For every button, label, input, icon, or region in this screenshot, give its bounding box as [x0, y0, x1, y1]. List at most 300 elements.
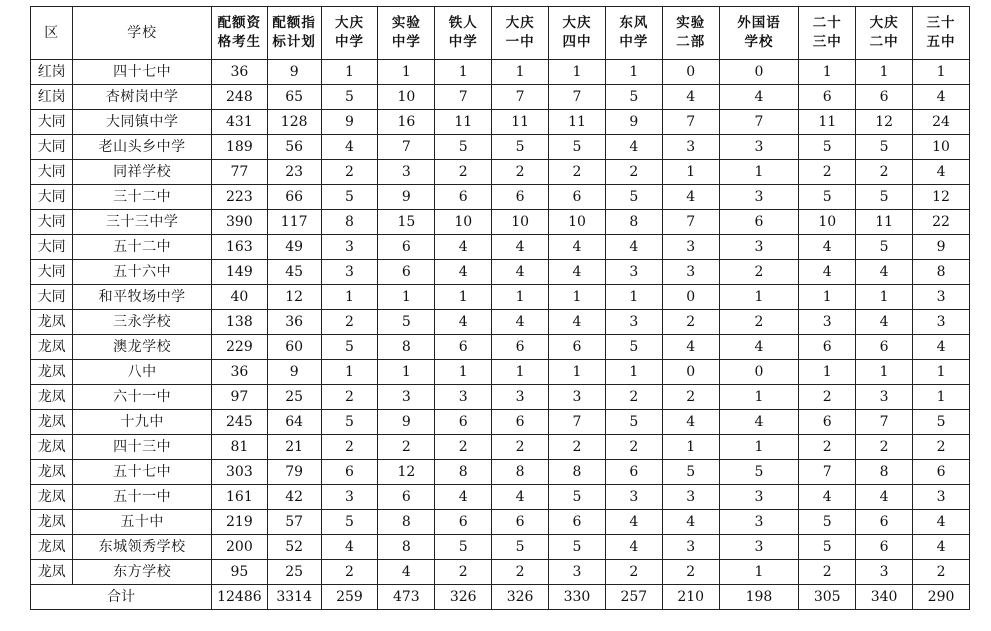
cell-district: 龙凤 — [31, 410, 73, 435]
cell-qualified: 229 — [211, 335, 267, 360]
cell-dq2: 4 — [856, 260, 913, 285]
cell-plan: 64 — [267, 410, 321, 435]
column-header-qualified — [211, 7, 267, 60]
column-header-line: 中学 — [619, 34, 649, 50]
column-header-dq1 — [492, 7, 549, 60]
column-header-line: 区 — [44, 24, 60, 41]
cell-dq: 1 — [321, 285, 378, 310]
cell-wgy: 3 — [719, 485, 799, 510]
cell-df: 1 — [605, 60, 662, 85]
cell-dq2: 6 — [856, 535, 913, 560]
quota-allocation-table — [30, 6, 970, 610]
cell-dq4: 8 — [549, 460, 606, 485]
cell-sy: 8 — [378, 510, 435, 535]
cell-s35: 22 — [913, 210, 970, 235]
table-row — [31, 85, 970, 110]
cell-sy: 16 — [378, 110, 435, 135]
total-sy: 473 — [378, 585, 435, 610]
cell-dq2: 7 — [856, 410, 913, 435]
cell-school: 老山头乡中学 — [73, 135, 212, 160]
cell-wgy: 3 — [719, 185, 799, 210]
cell-school: 八中 — [73, 360, 212, 385]
cell-dq2: 5 — [856, 185, 913, 210]
cell-df: 2 — [605, 160, 662, 185]
column-header-dq — [321, 7, 378, 60]
cell-tr: 6 — [435, 410, 492, 435]
cell-s35: 4 — [913, 535, 970, 560]
cell-district: 龙凤 — [31, 335, 73, 360]
table-row — [31, 135, 970, 160]
total-plan: 3314 — [267, 585, 321, 610]
cell-dq2: 1 — [856, 60, 913, 85]
table-row — [31, 235, 970, 260]
cell-qualified: 40 — [211, 285, 267, 310]
cell-qualified: 219 — [211, 510, 267, 535]
cell-dq2: 2 — [856, 435, 913, 460]
table-row — [31, 360, 970, 385]
cell-dq2: 8 — [856, 460, 913, 485]
cell-qualified: 161 — [211, 485, 267, 510]
cell-district: 龙凤 — [31, 485, 73, 510]
table-row — [31, 110, 970, 135]
cell-dq: 3 — [321, 260, 378, 285]
cell-dq4: 11 — [549, 110, 606, 135]
cell-dq2: 11 — [856, 210, 913, 235]
cell-sy2: 7 — [662, 110, 719, 135]
cell-district: 大同 — [31, 160, 73, 185]
cell-wgy: 1 — [719, 385, 799, 410]
total-wgy: 198 — [719, 585, 799, 610]
cell-plan: 49 — [267, 235, 321, 260]
cell-dq4: 4 — [549, 260, 606, 285]
total-row — [31, 585, 970, 610]
cell-dq4: 6 — [549, 510, 606, 535]
cell-tr: 1 — [435, 285, 492, 310]
column-header-line: 三中 — [812, 34, 842, 50]
cell-dq4: 1 — [549, 60, 606, 85]
table-row — [31, 160, 970, 185]
cell-school: 五十中 — [73, 510, 212, 535]
cell-qualified: 95 — [211, 560, 267, 585]
cell-district: 大同 — [31, 135, 73, 160]
table-row — [31, 460, 970, 485]
cell-dq: 2 — [321, 560, 378, 585]
cell-sy2: 7 — [662, 210, 719, 235]
column-header-line: 中学 — [391, 34, 421, 50]
cell-dq1: 5 — [492, 135, 549, 160]
cell-district: 龙凤 — [31, 360, 73, 385]
cell-wgy: 5 — [719, 460, 799, 485]
column-header-line: 配额指 — [272, 15, 316, 31]
cell-dq: 2 — [321, 310, 378, 335]
cell-wgy: 4 — [719, 85, 799, 110]
cell-school: 东方学校 — [73, 560, 212, 585]
cell-e23: 10 — [799, 210, 856, 235]
cell-dq4: 5 — [549, 135, 606, 160]
cell-dq1: 2 — [492, 435, 549, 460]
cell-e23: 3 — [799, 310, 856, 335]
cell-dq2: 6 — [856, 335, 913, 360]
cell-dq: 4 — [321, 135, 378, 160]
cell-qualified: 223 — [211, 185, 267, 210]
cell-dq: 1 — [321, 60, 378, 85]
cell-tr: 6 — [435, 335, 492, 360]
cell-wgy: 2 — [719, 310, 799, 335]
cell-district: 大同 — [31, 285, 73, 310]
column-header-sy — [378, 7, 435, 60]
cell-district: 龙凤 — [31, 385, 73, 410]
cell-sy2: 4 — [662, 510, 719, 535]
cell-e23: 4 — [799, 485, 856, 510]
cell-df: 4 — [605, 510, 662, 535]
cell-sy: 8 — [378, 535, 435, 560]
cell-sy2: 0 — [662, 285, 719, 310]
cell-wgy: 0 — [719, 60, 799, 85]
cell-school: 杏树岗中学 — [73, 85, 212, 110]
cell-e23: 5 — [799, 510, 856, 535]
cell-dq1: 7 — [492, 85, 549, 110]
cell-sy2: 2 — [662, 385, 719, 410]
cell-sy: 1 — [378, 60, 435, 85]
cell-dq2: 1 — [856, 285, 913, 310]
cell-s35: 1 — [913, 360, 970, 385]
cell-dq2: 2 — [856, 160, 913, 185]
cell-dq4: 3 — [549, 560, 606, 585]
column-header-line: 大庆 — [562, 15, 592, 31]
cell-df: 4 — [605, 235, 662, 260]
cell-e23: 1 — [799, 360, 856, 385]
cell-plan: 9 — [267, 360, 321, 385]
cell-df: 3 — [605, 260, 662, 285]
table-header — [31, 7, 970, 60]
column-header-dq2 — [856, 7, 913, 60]
table-body — [31, 60, 970, 610]
cell-dq1: 10 — [492, 210, 549, 235]
cell-e23: 6 — [799, 335, 856, 360]
cell-school: 十九中 — [73, 410, 212, 435]
table-row — [31, 510, 970, 535]
cell-district: 龙凤 — [31, 310, 73, 335]
cell-s35: 24 — [913, 110, 970, 135]
cell-plan: 66 — [267, 185, 321, 210]
cell-district: 大同 — [31, 260, 73, 285]
total-dq1: 326 — [492, 585, 549, 610]
cell-dq1: 6 — [492, 510, 549, 535]
cell-wgy: 1 — [719, 160, 799, 185]
cell-tr: 3 — [435, 385, 492, 410]
cell-plan: 56 — [267, 135, 321, 160]
column-header-line: 标计划 — [272, 34, 316, 50]
cell-dq: 5 — [321, 185, 378, 210]
column-header-line: 二中 — [869, 34, 899, 50]
cell-df: 3 — [605, 310, 662, 335]
cell-dq2: 4 — [856, 485, 913, 510]
cell-df: 4 — [605, 535, 662, 560]
cell-df: 3 — [605, 485, 662, 510]
cell-school: 四十三中 — [73, 435, 212, 460]
cell-s35: 2 — [913, 560, 970, 585]
total-sy2: 210 — [662, 585, 719, 610]
cell-district: 大同 — [31, 235, 73, 260]
cell-plan: 79 — [267, 460, 321, 485]
cell-dq4: 5 — [549, 485, 606, 510]
cell-dq4: 2 — [549, 435, 606, 460]
cell-sy: 5 — [378, 310, 435, 335]
table-row — [31, 310, 970, 335]
column-header-tr — [435, 7, 492, 60]
cell-s35: 1 — [913, 60, 970, 85]
cell-dq1: 4 — [492, 235, 549, 260]
cell-wgy: 4 — [719, 410, 799, 435]
table-row — [31, 60, 970, 85]
column-header-line: 五中 — [926, 34, 956, 50]
cell-dq4: 3 — [549, 385, 606, 410]
cell-dq: 2 — [321, 385, 378, 410]
cell-dq2: 3 — [856, 560, 913, 585]
cell-sy: 2 — [378, 435, 435, 460]
cell-dq: 3 — [321, 235, 378, 260]
cell-plan: 65 — [267, 85, 321, 110]
cell-wgy: 1 — [719, 435, 799, 460]
cell-sy2: 0 — [662, 60, 719, 85]
cell-s35: 6 — [913, 460, 970, 485]
cell-tr: 5 — [435, 535, 492, 560]
cell-dq4: 7 — [549, 410, 606, 435]
column-header-line: 实验 — [391, 15, 421, 31]
cell-school: 大同镇中学 — [73, 110, 212, 135]
cell-qualified: 81 — [211, 435, 267, 460]
table-row — [31, 435, 970, 460]
cell-sy: 10 — [378, 85, 435, 110]
cell-qualified: 303 — [211, 460, 267, 485]
cell-wgy: 3 — [719, 135, 799, 160]
table-row — [31, 260, 970, 285]
cell-dq4: 4 — [549, 310, 606, 335]
column-header-line: 配额资 — [217, 15, 262, 31]
cell-district: 龙凤 — [31, 560, 73, 585]
cell-sy: 8 — [378, 335, 435, 360]
cell-df: 1 — [605, 285, 662, 310]
column-header-line: 实验 — [676, 15, 706, 31]
cell-district: 红岗 — [31, 60, 73, 85]
cell-e23: 2 — [799, 160, 856, 185]
total-qualified: 12486 — [211, 585, 267, 610]
cell-dq: 5 — [321, 85, 378, 110]
cell-dq1: 4 — [492, 485, 549, 510]
cell-df: 5 — [605, 85, 662, 110]
cell-tr: 4 — [435, 260, 492, 285]
column-header-line: 外国语 — [737, 15, 781, 31]
column-header-line: 二十 — [812, 15, 842, 31]
cell-tr: 2 — [435, 435, 492, 460]
cell-district: 大同 — [31, 210, 73, 235]
cell-dq4: 4 — [549, 235, 606, 260]
cell-dq4: 7 — [549, 85, 606, 110]
cell-sy2: 0 — [662, 360, 719, 385]
cell-dq1: 8 — [492, 460, 549, 485]
cell-wgy: 2 — [719, 260, 799, 285]
cell-s35: 4 — [913, 510, 970, 535]
cell-plan: 21 — [267, 435, 321, 460]
cell-wgy: 0 — [719, 360, 799, 385]
cell-plan: 9 — [267, 60, 321, 85]
cell-df: 5 — [605, 335, 662, 360]
cell-dq2: 5 — [856, 235, 913, 260]
cell-tr: 11 — [435, 110, 492, 135]
cell-e23: 4 — [799, 260, 856, 285]
cell-district: 龙凤 — [31, 435, 73, 460]
cell-dq: 2 — [321, 160, 378, 185]
cell-qualified: 245 — [211, 410, 267, 435]
cell-sy: 12 — [378, 460, 435, 485]
cell-dq2: 12 — [856, 110, 913, 135]
cell-school: 五十七中 — [73, 460, 212, 485]
cell-dq: 5 — [321, 410, 378, 435]
cell-dq1: 1 — [492, 285, 549, 310]
cell-dq: 9 — [321, 110, 378, 135]
cell-dq1: 1 — [492, 60, 549, 85]
cell-sy: 9 — [378, 185, 435, 210]
cell-tr: 2 — [435, 560, 492, 585]
cell-tr: 8 — [435, 460, 492, 485]
cell-wgy: 4 — [719, 335, 799, 360]
cell-s35: 4 — [913, 160, 970, 185]
cell-sy2: 3 — [662, 135, 719, 160]
column-header-line: 四中 — [562, 34, 592, 50]
cell-school: 三十二中 — [73, 185, 212, 210]
cell-tr: 4 — [435, 235, 492, 260]
table-row — [31, 210, 970, 235]
table-row — [31, 410, 970, 435]
total-s35: 290 — [913, 585, 970, 610]
cell-dq: 3 — [321, 485, 378, 510]
total-dq: 259 — [321, 585, 378, 610]
cell-plan: 25 — [267, 560, 321, 585]
cell-dq2: 1 — [856, 360, 913, 385]
cell-e23: 5 — [799, 535, 856, 560]
cell-qualified: 189 — [211, 135, 267, 160]
cell-dq4: 5 — [549, 535, 606, 560]
cell-tr: 6 — [435, 185, 492, 210]
cell-df: 9 — [605, 110, 662, 135]
cell-sy: 9 — [378, 410, 435, 435]
cell-dq1: 5 — [492, 535, 549, 560]
cell-e23: 2 — [799, 435, 856, 460]
cell-school: 三永学校 — [73, 310, 212, 335]
cell-plan: 23 — [267, 160, 321, 185]
cell-qualified: 36 — [211, 360, 267, 385]
table-row — [31, 560, 970, 585]
cell-sy: 3 — [378, 160, 435, 185]
cell-s35: 3 — [913, 285, 970, 310]
column-header-line: 格考生 — [217, 34, 262, 50]
cell-school: 东城领秀学校 — [73, 535, 212, 560]
cell-district: 龙凤 — [31, 510, 73, 535]
cell-wgy: 3 — [719, 235, 799, 260]
table-row — [31, 185, 970, 210]
column-header-line: 三十 — [926, 15, 956, 31]
cell-sy: 6 — [378, 260, 435, 285]
cell-tr: 1 — [435, 60, 492, 85]
cell-school: 同祥学校 — [73, 160, 212, 185]
cell-school: 澳龙学校 — [73, 335, 212, 360]
cell-qualified: 36 — [211, 60, 267, 85]
cell-plan: 52 — [267, 535, 321, 560]
cell-plan: 45 — [267, 260, 321, 285]
cell-district: 龙凤 — [31, 460, 73, 485]
cell-s35: 12 — [913, 185, 970, 210]
cell-df: 6 — [605, 460, 662, 485]
cell-qualified: 97 — [211, 385, 267, 410]
cell-wgy: 1 — [719, 285, 799, 310]
cell-district: 大同 — [31, 185, 73, 210]
column-header-line: 大庆 — [505, 15, 535, 31]
cell-e23: 4 — [799, 235, 856, 260]
cell-dq4: 6 — [549, 185, 606, 210]
column-header-e23 — [799, 7, 856, 60]
cell-sy2: 4 — [662, 410, 719, 435]
cell-dq1: 11 — [492, 110, 549, 135]
cell-dq2: 6 — [856, 510, 913, 535]
column-header-line: 东风 — [619, 15, 649, 31]
cell-tr: 5 — [435, 135, 492, 160]
cell-dq1: 6 — [492, 185, 549, 210]
column-header-line: 中学 — [448, 34, 478, 50]
column-header-line: 二部 — [676, 34, 706, 50]
cell-sy: 3 — [378, 385, 435, 410]
table-row — [31, 485, 970, 510]
column-header-school — [73, 7, 212, 60]
cell-plan: 42 — [267, 485, 321, 510]
cell-e23: 2 — [799, 560, 856, 585]
cell-sy2: 2 — [662, 560, 719, 585]
cell-dq: 6 — [321, 460, 378, 485]
cell-school: 五十六中 — [73, 260, 212, 285]
cell-sy2: 3 — [662, 260, 719, 285]
cell-school: 四十七中 — [73, 60, 212, 85]
cell-df: 2 — [605, 435, 662, 460]
table-row — [31, 285, 970, 310]
column-header-s35 — [913, 7, 970, 60]
cell-dq1: 3 — [492, 385, 549, 410]
cell-school: 五十二中 — [73, 235, 212, 260]
cell-dq1: 4 — [492, 310, 549, 335]
cell-sy2: 4 — [662, 335, 719, 360]
total-dq4: 330 — [549, 585, 606, 610]
column-header-df — [605, 7, 662, 60]
cell-dq4: 10 — [549, 210, 606, 235]
cell-tr: 6 — [435, 510, 492, 535]
cell-wgy: 7 — [719, 110, 799, 135]
cell-qualified: 163 — [211, 235, 267, 260]
cell-df: 5 — [605, 185, 662, 210]
cell-df: 8 — [605, 210, 662, 235]
cell-dq1: 2 — [492, 560, 549, 585]
cell-qualified: 138 — [211, 310, 267, 335]
cell-sy: 6 — [378, 485, 435, 510]
cell-s35: 4 — [913, 85, 970, 110]
cell-sy2: 1 — [662, 160, 719, 185]
cell-s35: 10 — [913, 135, 970, 160]
cell-dq: 8 — [321, 210, 378, 235]
cell-qualified: 390 — [211, 210, 267, 235]
cell-sy: 7 — [378, 135, 435, 160]
cell-dq4: 1 — [549, 360, 606, 385]
cell-e23: 1 — [799, 285, 856, 310]
cell-school: 六十一中 — [73, 385, 212, 410]
cell-e23: 7 — [799, 460, 856, 485]
column-header-dq4 — [549, 7, 606, 60]
